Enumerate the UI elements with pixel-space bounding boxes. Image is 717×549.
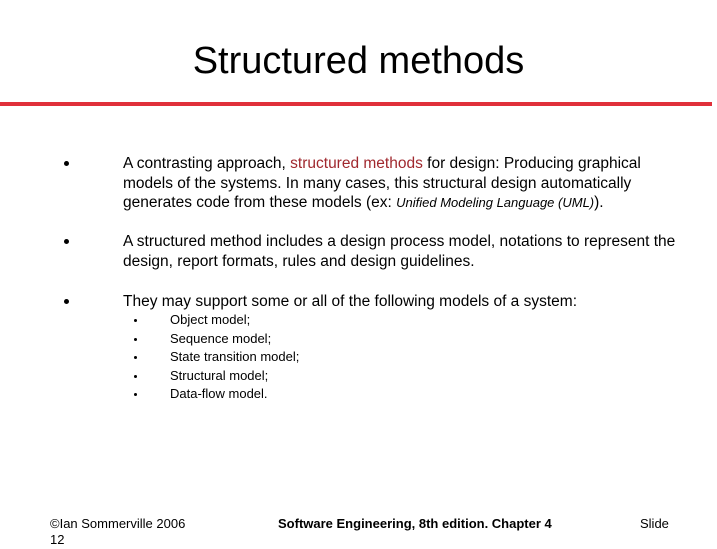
sub-item-label: Structural model; — [170, 367, 269, 383]
sub-item-label: Sequence model; — [170, 330, 272, 346]
sub-bullet-icon — [134, 393, 137, 396]
sub-item-data-flow-model — [170, 385, 268, 404]
bullet-text-post: ). — [594, 194, 604, 211]
bullet-small-text: Unified Modeling Language (UML) — [396, 195, 595, 210]
footer-slide-label: Slide — [640, 516, 669, 531]
bullet-structured-method-includes — [123, 232, 683, 271]
sub-bullet-icon — [134, 319, 137, 322]
sub-item-state-transition-model — [170, 348, 299, 367]
bullet-structured-methods — [123, 154, 683, 213]
bullet-dot-icon — [64, 161, 69, 166]
sub-bullet-icon — [134, 356, 137, 359]
bullet-text-mid: for design: Producing graphical models of the systems. In many cases, this structural design automatically generates code from these models (ex: — [123, 155, 641, 211]
sub-item-label: Object model; — [170, 312, 251, 327]
bullet-highlight: structured methods — [290, 155, 423, 172]
slide-title: Structured methods — [192, 40, 525, 82]
footer-book-title: Software Engineering, 8th edition. Chapter 4 — [278, 516, 552, 531]
bullet-text-pre: A contrasting approach, — [123, 155, 291, 172]
footer-page-number: 12 — [50, 532, 65, 547]
sub-item-label: State transition model; — [170, 349, 300, 364]
bullet-text: A structured method includes a design process model, notations to represent the design, report formats, rules and design guidelines. — [123, 233, 676, 270]
title-divider — [0, 102, 712, 106]
sub-bullet-icon — [134, 375, 137, 378]
footer-copyright: ©Ian Sommerville 2006 — [50, 516, 186, 531]
sub-item-structural-model — [170, 367, 268, 386]
bullet-dot-icon — [64, 239, 69, 244]
bullet-models-support — [123, 292, 683, 312]
sub-item-sequence-model — [170, 330, 271, 349]
sub-item-label: Data-flow model. — [170, 386, 268, 401]
bullet-dot-icon — [64, 299, 69, 304]
sub-item-object-model — [170, 311, 250, 330]
bullet-text: They may support some or all of the following models of a system: — [123, 293, 578, 310]
sub-bullet-icon — [134, 338, 137, 341]
